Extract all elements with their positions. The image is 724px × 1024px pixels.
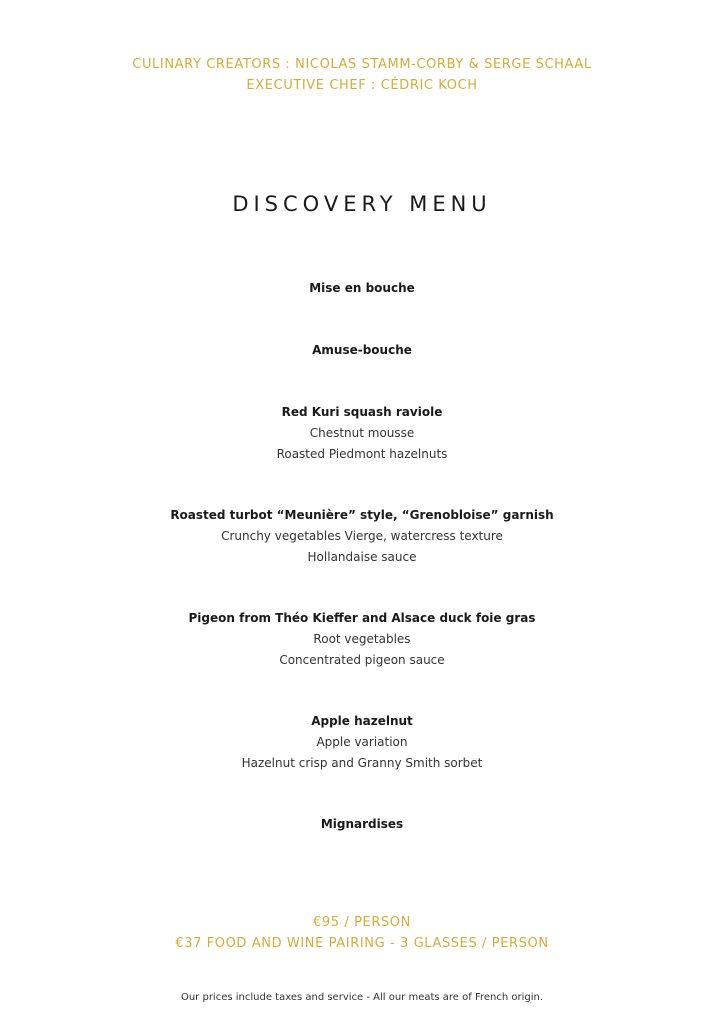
course-detail: Root vegetables — [313, 632, 411, 646]
executive-chef-line: EXECUTIVE CHEF : CÉDRIC KOCH — [246, 78, 478, 93]
menu-title: DISCOVERY MENU — [232, 192, 492, 216]
course-detail: Chestnut mousse — [309, 426, 415, 440]
course-list — [0, 278, 724, 876]
course-pigeon — [0, 608, 724, 711]
credits — [0, 54, 724, 96]
course-squash-raviole — [0, 402, 724, 505]
course-name: Roasted turbot “Meunière” style, “Grenobloise” garnish — [170, 508, 554, 522]
course-name: Mise en bouche — [309, 281, 415, 295]
culinary-creators-line: CULINARY CREATORS : NICOLAS STAMM-CORBY & SERGE SCHAAL — [132, 57, 592, 72]
course-mignardises — [0, 814, 724, 876]
course-detail: Apple variation — [316, 735, 408, 749]
pricing — [0, 912, 724, 954]
course-name: Mignardises — [320, 817, 404, 831]
course-detail: Hollandaise sauce — [307, 550, 417, 564]
course-mise-en-bouche — [0, 278, 724, 340]
price-per-person: €95 / PERSON — [313, 915, 411, 930]
course-name: Red Kuri squash raviole — [281, 405, 443, 419]
wine-pairing-price: €37 FOOD AND WINE PAIRING - 3 GLASSES / PERSON — [175, 936, 549, 951]
course-detail: Hazelnut crisp and Granny Smith sorbet — [241, 756, 483, 770]
course-turbot — [0, 505, 724, 608]
course-name: Apple hazelnut — [311, 714, 413, 728]
course-detail: Crunchy vegetables Vierge, watercress texture — [221, 529, 503, 543]
course-name: Pigeon from Théo Kieffer and Alsace duck foie gras — [188, 611, 536, 625]
course-amuse-bouche — [0, 340, 724, 402]
course-detail: Concentrated pigeon sauce — [279, 653, 445, 667]
course-apple-hazelnut — [0, 711, 724, 814]
course-name: Amuse-bouche — [312, 343, 412, 357]
course-detail: Roasted Piedmont hazelnuts — [276, 447, 448, 461]
footnote: Our prices include taxes and service - All our meats are of French origin. — [180, 992, 544, 1003]
